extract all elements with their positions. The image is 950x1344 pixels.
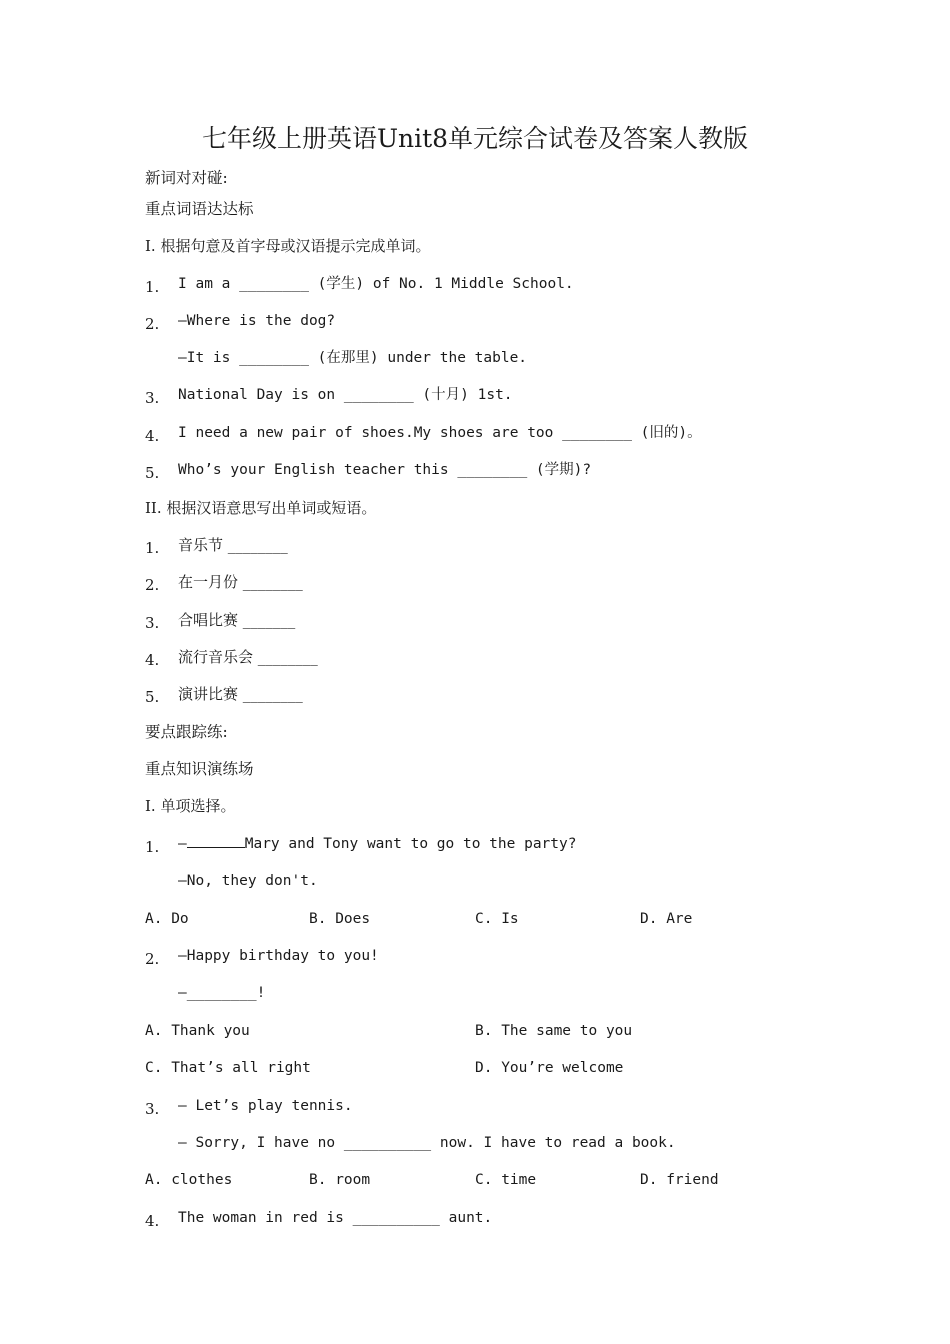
question-text: The woman in red is __________ aunt.: [178, 1210, 493, 1226]
question-text: 在一月份 ________: [178, 573, 303, 591]
question-text: —Where is the dog?: [178, 313, 336, 329]
question-text: 演讲比赛 ________: [178, 685, 303, 703]
question-number: 5.: [145, 688, 160, 706]
part2-title: II. 根据汉语意思写出单词或短语。: [145, 499, 377, 517]
question-number: 3.: [145, 389, 160, 407]
section-heading-key-knowledge: 重点知识演练场: [145, 760, 254, 778]
option-d: D. Are: [640, 911, 693, 927]
part1-title: I. 根据句意及首字母或汉语提示完成单词。: [145, 237, 431, 255]
option-c: C. Is: [475, 911, 519, 927]
question-text: I am a ________ (学生) of No. 1 Middle School.: [178, 276, 574, 292]
option-d: D. You’re welcome: [475, 1060, 624, 1076]
question-number: 5.: [145, 464, 160, 482]
question-number: 3.: [145, 1100, 160, 1118]
question-number: 4.: [145, 427, 160, 445]
answer-blank: [187, 833, 245, 848]
option-b: B. room: [309, 1172, 371, 1188]
question-text: — Let’s play tennis.: [178, 1098, 353, 1114]
question-text: National Day is on ________ (十月) 1st.: [178, 387, 513, 403]
option-a: A. Thank you: [145, 1023, 250, 1039]
dash: —: [178, 836, 187, 852]
question-number: 2.: [145, 576, 160, 594]
question-number: 1.: [145, 838, 160, 856]
question-text: —It is ________ (在那里) under the table.: [178, 350, 528, 366]
question-text: Who’s your English teacher this ________ (学期)?: [178, 462, 592, 478]
question-number: 1.: [145, 539, 160, 557]
option-b: B. The same to you: [475, 1023, 633, 1039]
question-number: 2.: [145, 315, 160, 333]
question-number: 4.: [145, 1212, 160, 1230]
option-a: A. clothes: [145, 1172, 233, 1188]
option-c: C. That’s all right: [145, 1060, 311, 1076]
question-number: 1.: [145, 278, 160, 296]
section-heading-new-words: 新词对对碰:: [145, 169, 228, 187]
question-text: —________!: [178, 985, 266, 1001]
question-text: —No, they don't.: [178, 873, 318, 889]
part1-title: I. 单项选择。: [145, 797, 236, 815]
question-text: 音乐节 ________: [178, 536, 288, 554]
question-number: 4.: [145, 651, 160, 669]
section-heading-key-words: 重点词语达达标: [145, 200, 254, 218]
question-text: 合唱比赛 _______: [178, 611, 296, 629]
question-text: —Happy birthday to you!: [178, 948, 379, 964]
option-a: A. Do: [145, 911, 189, 927]
question-text-rest: Mary and Tony want to go to the party?: [244, 836, 577, 852]
option-d: D. friend: [640, 1172, 719, 1188]
section-heading-practice: 要点跟踪练:: [145, 723, 228, 741]
question-text: 流行音乐会 ________: [178, 648, 318, 666]
document-title: 七年级上册英语Unit8单元综合试卷及答案人教版: [201, 124, 749, 153]
option-b: B. Does: [309, 911, 371, 927]
question-text: — Sorry, I have no __________ now. I have to read a book.: [178, 1135, 676, 1151]
question-text: [178, 833, 576, 855]
question-text: I need a new pair of shoes.My shoes are too ________ (旧的)。: [178, 425, 702, 441]
question-number: 2.: [145, 950, 160, 968]
question-number: 3.: [145, 614, 160, 632]
option-c: C. time: [475, 1172, 537, 1188]
